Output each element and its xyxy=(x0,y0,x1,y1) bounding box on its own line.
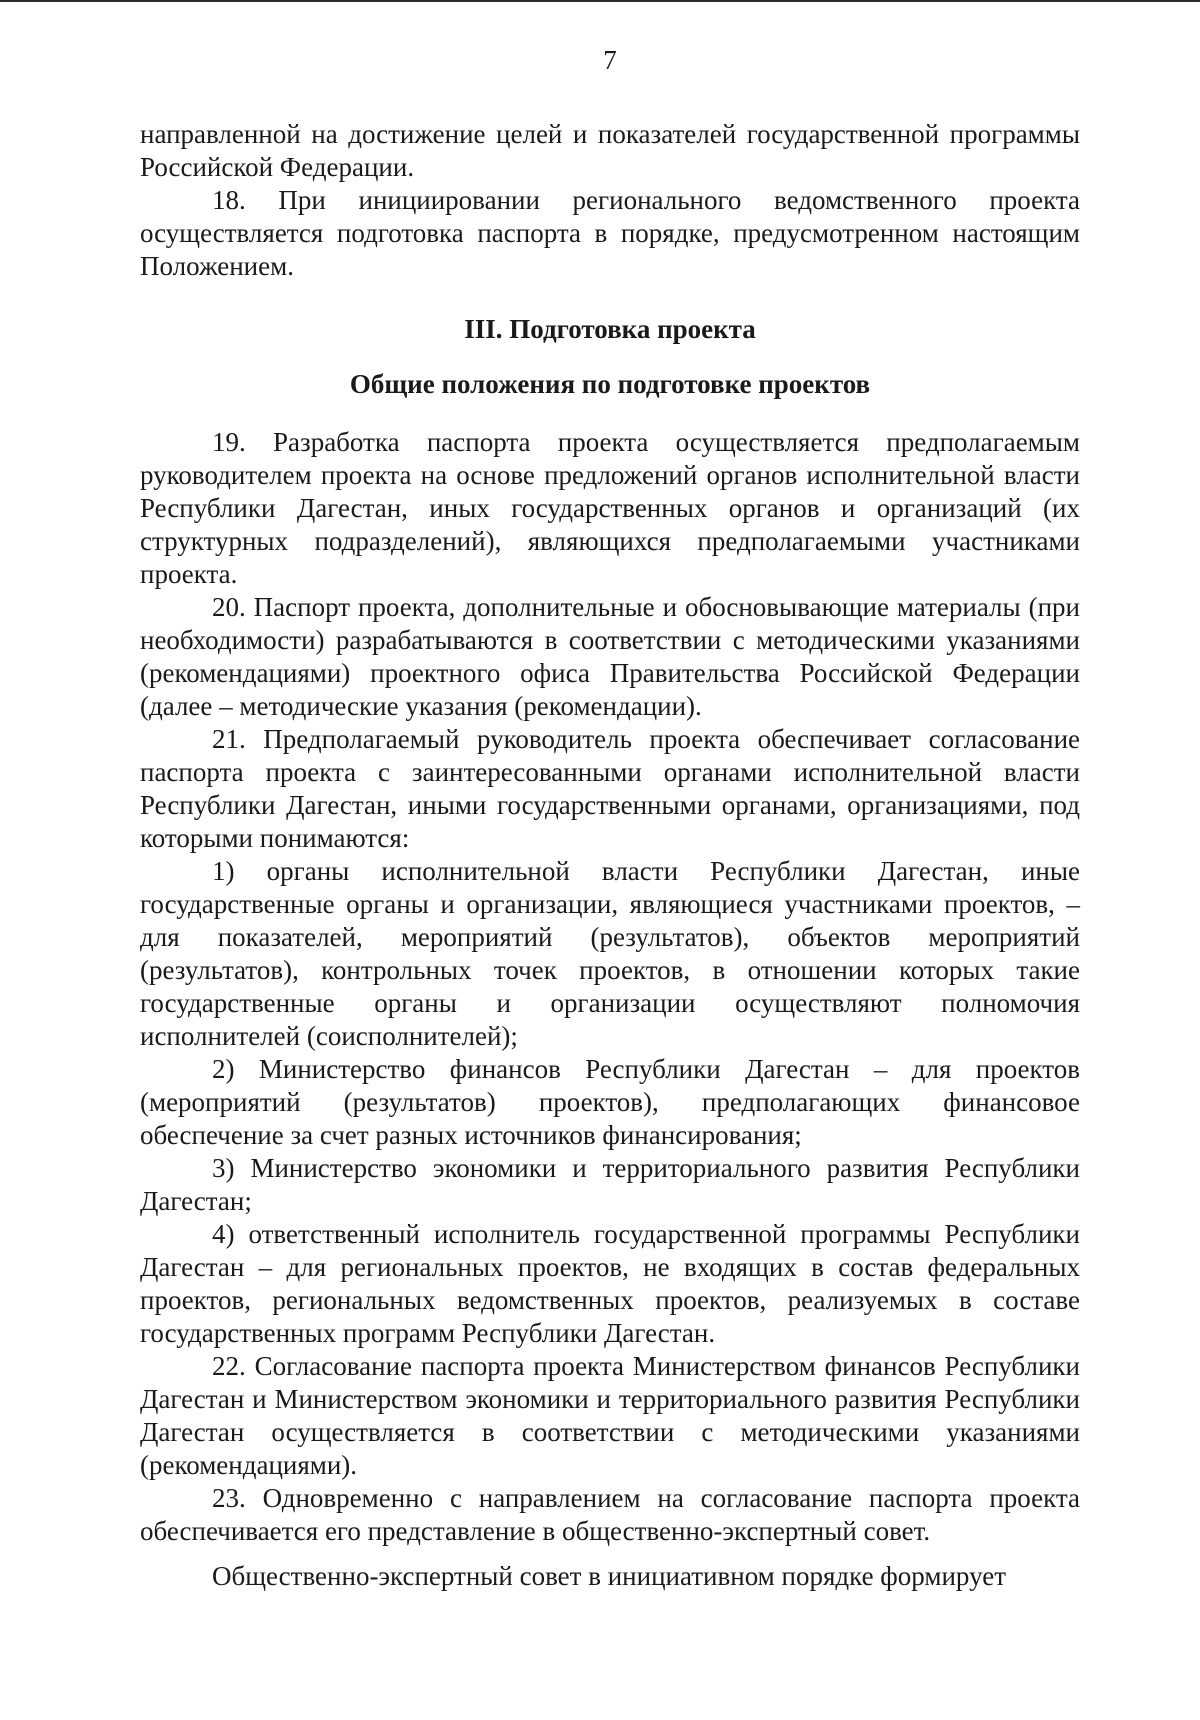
paragraph-19: 19. Разработка паспорта проекта осуществляется предполагаемым руководителем проекта на основе предложений органов исполнительной власти Республики Дагестан, иных государственных органов и организаций (их структурных подразделений), являющихся предполагаемыми участниками проекта. xyxy=(140,427,1080,589)
list-item-21-3: 3) Министерство экономики и территориального развития Республики Дагестан; xyxy=(140,1153,1080,1216)
section-heading: III. Подготовка проекта xyxy=(464,314,756,344)
paragraph-intro-continuation: направленной на достижение целей и показателей государственной программы Российской Федерации. xyxy=(140,119,1080,182)
list-item-21-4: 4) ответственный исполнитель государственной программы Республики Дагестан – для региональных проектов, не входящих в состав федеральных проектов, региональных ведомственных проектов, реализуемых в составе государственных программ Республики Дагестан. xyxy=(140,1219,1080,1348)
subsection-heading: Общие положения по подготовке проектов xyxy=(349,369,871,399)
scan-top-border xyxy=(0,0,1200,2)
paragraph-18: 18. При инициировании регионального ведомственного проекта осуществляется подготовка паспорта в порядке, предусмотренном настоящим Положением. xyxy=(140,185,1080,281)
list-item-21-1: 1) органы исполнительной власти Республики Дагестан, иные государственные органы и организации, являющиеся участниками проектов, – для показателей, мероприятий (результатов), объектов мероприятий (результатов), контрольных точек проектов, в отношении которых такие государственные органы и организации осуществляют полномочия исполнителей (соисполнителей); xyxy=(140,856,1080,1051)
paragraph-22: 22. Согласование паспорта проекта Министерством финансов Республики Дагестан и Министерством экономики и территориального развития Республики Дагестан осуществляется в соответствии с методическими указаниями (рекомендациями). xyxy=(140,1351,1080,1480)
page-number: 7 xyxy=(603,45,617,75)
list-item-21-2: 2) Министерство финансов Республики Дагестан – для проектов (мероприятий (результатов) проектов), предполагающих финансовое обеспечение за счет разных источников финансирования; xyxy=(140,1054,1080,1150)
paragraph-21: 21. Предполагаемый руководитель проекта обеспечивает согласование паспорта проекта с заинтересованными органами исполнительной власти Республики Дагестан, иными государственными органами, организациями, под которыми понимаются: xyxy=(140,724,1080,853)
paragraph-23: 23. Одновременно с направлением на согласование паспорта проекта обеспечивается его представление в общественно-экспертный совет. xyxy=(140,1483,1080,1546)
paragraph-23-continuation: Общественно-экспертный совет в инициативном порядке формирует xyxy=(212,1561,1006,1591)
paragraph-20: 20. Паспорт проекта, дополнительные и обосновывающие материалы (при необходимости) разрабатываются в соответствии с методическими указаниями (рекомендациями) проектного офиса Правительства Российской Федерации (далее – методические указания (рекомендации). xyxy=(140,592,1080,721)
document-page xyxy=(140,44,1080,1593)
